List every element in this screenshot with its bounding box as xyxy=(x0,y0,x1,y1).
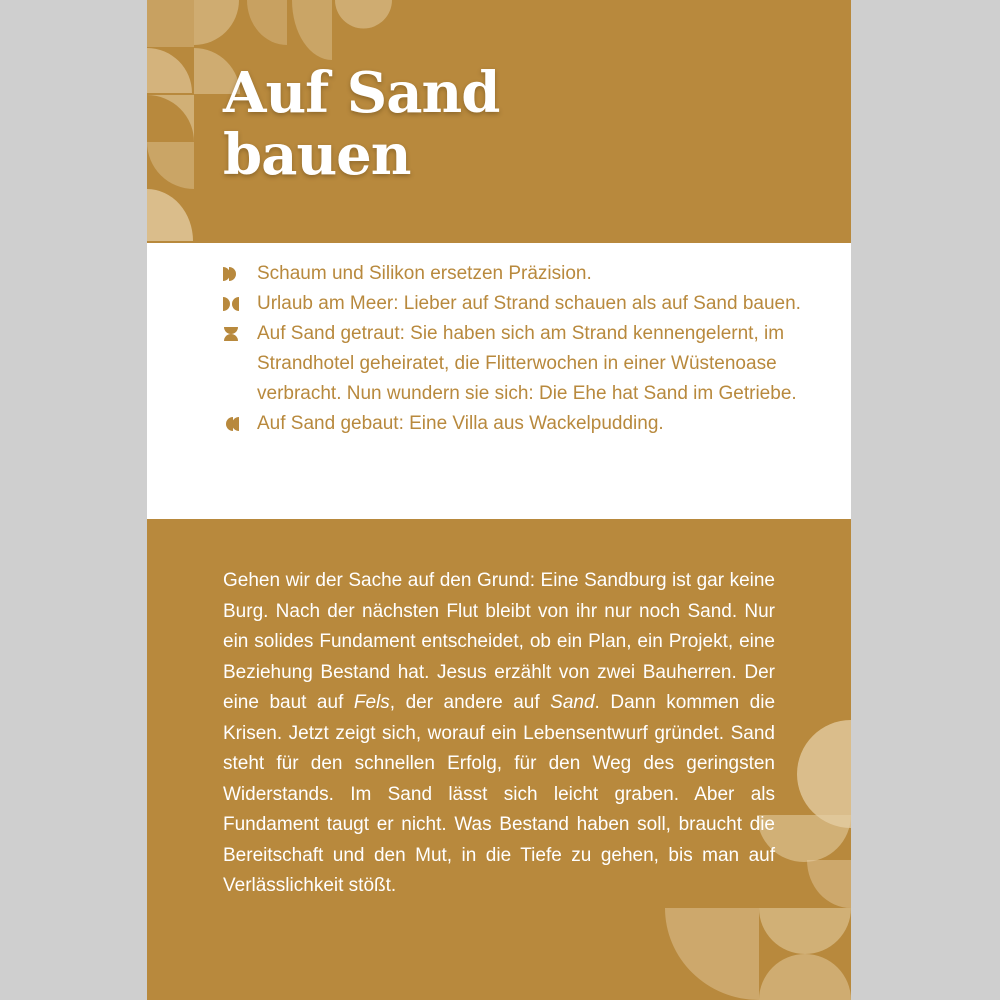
double-right-semicircles-icon xyxy=(223,267,239,281)
hourglass-semicircles-icon xyxy=(223,327,239,341)
page-title xyxy=(223,62,499,186)
title-line-2: bauen xyxy=(223,122,411,188)
bowtie-semicircles-icon xyxy=(223,297,239,311)
body-text-part: Gehen wir der Sache auf den Grund: Eine Sandburg ist gar keine Burg. Nach der nächsten Flut bleibt von ihr nur noch Sand. Nur ein solides Fundament entscheidet, ob ein Plan, ein Projekt, eine Beziehung Bestand hat. Jesus erzählt von zwei Bauherren. Der eine baut auf xyxy=(223,570,775,713)
bullet-text: Urlaub am Meer: Lieber auf Strand schauen als auf Sand bauen. xyxy=(257,293,801,314)
body-emphasis-sand: Sand xyxy=(550,692,595,713)
body-text-part: . Dann kommen die Krisen. Jetzt zeigt sich, worauf ein Lebensentwurf gründet. Sand steht für den schnellen Erfolg, für den Weg des geringsten Widerstands. Im Sand lässt sich leicht graben. Aber als Fundament taugt er nicht. Was Bestand haben soll, braucht die Bereitschaft und den Mut, in die Tiefe zu gehen, bis man auf Verlässlichkeit stößt. xyxy=(223,692,776,896)
bullet-text: Auf Sand gebaut: Eine Villa aus Wackelpudding. xyxy=(257,413,664,434)
bullet-text: Schaum und Silikon ersetzen Präzision. xyxy=(257,263,592,284)
body-emphasis-fels: Fels xyxy=(353,692,390,713)
bullet-list xyxy=(223,259,823,439)
title-line-1: Auf Sand xyxy=(223,60,500,126)
card xyxy=(147,0,851,1000)
bullet-item xyxy=(223,289,823,319)
bullet-text: Auf Sand getraut: Sie haben sich am Strand kennengelernt, im Strandhotel geheiratet, die Flitterwochen in einer Wüstenoase verbracht. Nun wundern sie sich: Die Ehe hat Sand im Getriebe. xyxy=(257,323,797,404)
bullet-item xyxy=(223,259,823,289)
bullet-item xyxy=(223,409,823,439)
bullet-band xyxy=(147,243,851,519)
body-text-part: , der andere auf xyxy=(389,692,551,713)
bullet-item xyxy=(223,319,823,409)
body-paragraph xyxy=(223,566,775,902)
double-left-semicircles-icon xyxy=(223,417,239,431)
